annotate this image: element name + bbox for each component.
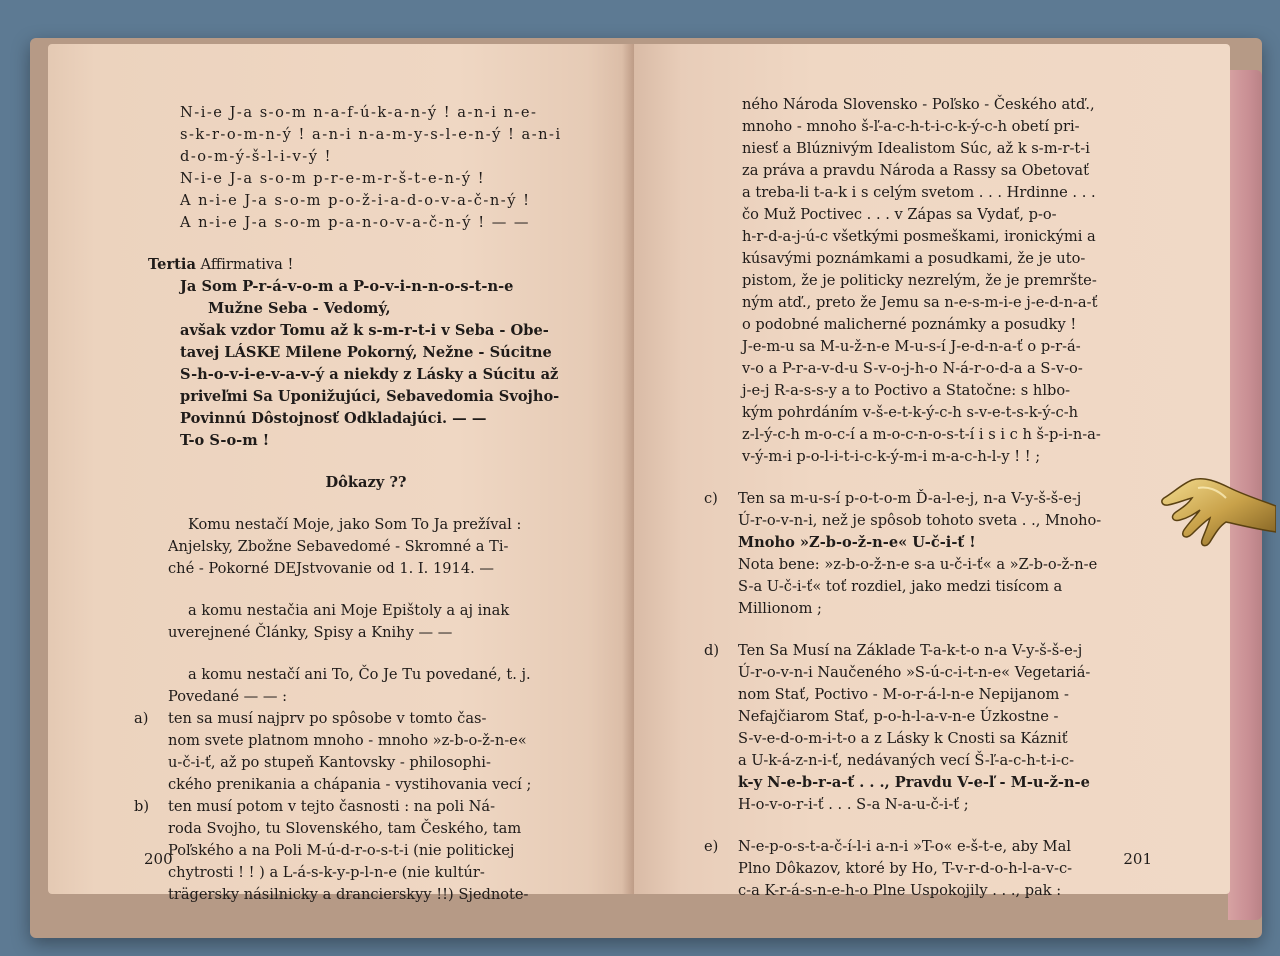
text-line: J-e-m-u sa M-u-ž-n-e M-u-s-í J-e-d-n-a-ť o p-r-á-	[742, 338, 1081, 355]
list-label: c)	[704, 490, 718, 507]
paragraph-2	[168, 600, 564, 644]
list-line: Millionom ;	[738, 600, 822, 617]
text-line: pistom, že je politicky nezrelým, že je premršte-	[742, 272, 1097, 289]
list-item-e	[704, 836, 1130, 902]
list-line: Ú-r-o-v-n-i, než je spôsob tohoto sveta . ., Mnoho-	[738, 512, 1102, 529]
list-line: Plno Dôkazov, ktoré by Ho, T-v-r-d-o-h-l-a-v-c-	[738, 860, 1073, 877]
list-line: Nefajčiarom Stať, p-o-h-l-a-v-n-e Úzkostne -	[738, 708, 1059, 725]
list-line: u-č-i-ť, až po stupeň Kantovsky - philosophi-	[168, 754, 491, 771]
list-line: a U-k-á-z-n-i-ť, nedávaných vecí Š-ľ-a-c-h-t-i-c-	[738, 752, 1075, 769]
text-line: a treba-li t-a-k i s celým svetom . . . Hrdinne . . .	[742, 184, 1096, 201]
intro-line: A n-i-e J-a s-o-m p-a-n-o-v-a-č-n-ý ! — —	[180, 214, 531, 231]
tertia-line: Povinnú Dôstojnosť Odkladajúci. — —	[180, 410, 487, 427]
intro-line: N-i-e J-a s-o-m p-r-e-m-r-š-t-e-n-ý !	[180, 170, 486, 187]
page-number-left: 200	[144, 850, 173, 868]
tertia-line: Mužne Seba - Vedomý,	[208, 300, 391, 317]
text-line: h-r-d-a-j-ú-c všetkými posmeškami, ironickými a	[742, 228, 1096, 245]
paragraph-1	[168, 514, 564, 580]
paragraph-line: Povedané — — :	[168, 688, 287, 705]
intro-line: N-i-e J-a s-o-m n-a-f-ú-k-a-n-ý ! a-n-i n-e-	[180, 104, 538, 121]
page-number-right: 201	[1123, 850, 1152, 868]
paragraph-line: a komu nestačí ani To, Čo Je Tu povedané, t. j.	[188, 666, 531, 683]
list-line: H-o-v-o-r-i-ť . . . S-a N-a-u-č-i-ť ;	[738, 796, 969, 813]
list-label: d)	[704, 642, 720, 659]
list-line: trägersky násilnicky a drancierskyy !!) Sjednote-	[168, 886, 529, 903]
list-line: chytrosti ! ! ) a L-á-s-k-y-p-l-n-e (nie kultúr-	[168, 864, 485, 881]
list-line: k-y N-e-b-r-a-ť . . ., Pravdu V-e-ľ - M-u-ž-n-e	[738, 774, 1090, 791]
text-line: v-ý-m-i p-o-l-i-t-i-c-k-ý-m-i m-a-c-h-l-y ! ! ;	[742, 448, 1041, 465]
paragraph-line: Anjelsky, Zbožne Sebavedomé - Skromné a Ti-	[168, 538, 509, 555]
text-line: niesť a Blúznivým Idealistom Súc, až k s-m-r-t-i	[742, 140, 1090, 157]
list-line: Mnoho »Z-b-o-ž-n-e« U-č-i-ť !	[738, 534, 976, 551]
list-line: S-v-e-d-o-m-i-t-o a z Lásky k Cnosti sa Kázniť	[738, 730, 1068, 747]
list-item-c	[704, 488, 1130, 620]
intro-block	[168, 102, 564, 234]
brass-hand-page-clip-icon	[1158, 468, 1276, 580]
list-label: e)	[704, 838, 719, 855]
text-line: ným atď., preto že Jemu sa n-e-s-m-i-e j-e-d-n-a-ť	[742, 294, 1098, 311]
list-line: Ten sa m-u-s-í p-o-t-o-m Ď-a-l-e-j, n-a V-y-š-š-e-j	[738, 490, 1082, 507]
paragraph-line: Komu nestačí Moje, jako Som To Ja prežíval :	[188, 516, 522, 533]
text-line: kým pohrdáním v-š-e-t-k-ý-c-h s-v-e-t-s-k-ý-c-h	[742, 404, 1079, 421]
list-item-d	[704, 640, 1130, 816]
text-line: v-o a P-r-a-v-d-u S-v-o-j-h-o N-á-r-o-d-a a S-v-o-	[742, 360, 1083, 377]
text-line: z-l-ý-c-h m-o-c-í a m-o-c-n-o-s-t-í i s i c h š-p-i-n-a-	[742, 426, 1101, 443]
text-line: ného Národa Slovensko - Poľsko - Českého atď.,	[742, 96, 1095, 113]
text-line: o podobné malicherné poznámky a posudky !	[742, 316, 1077, 333]
list-label: a)	[134, 710, 149, 727]
paragraph-line: a komu nestačia ani Moje Epištoly a aj inak	[188, 602, 510, 619]
list-label: b)	[134, 798, 150, 815]
tertia-line: avšak vzdor Tomu až k s-m-r-t-i v Seba - Obe-	[180, 322, 549, 339]
text-line: čo Muž Poctivec . . . v Zápas sa Vydať, p-o-	[742, 206, 1057, 223]
list-item-a	[134, 708, 564, 796]
tertia-rest: Affirmativa !	[195, 256, 294, 273]
text-line: j-e-j R-a-s-s-y a to Poctivo a Statočne: s hlbo-	[742, 382, 1071, 399]
text-line: kúsavými poznámkami a posudkami, že je uto-	[742, 250, 1086, 267]
list-line: roda Svojho, tu Slovenského, tam Českého, tam	[168, 820, 522, 837]
tertia-line: priveľmi Sa Uponižujúci, Sebavedomia Svojho-	[180, 388, 560, 405]
tertia-line: T-o S-o-m !	[180, 432, 270, 449]
right-page	[634, 44, 1230, 899]
list-line: Poľského a na Poli M-ú-d-r-o-s-t-i (nie politickej	[168, 842, 515, 859]
list-line: nom Stať, Poctivo - M-o-r-á-l-n-e Nepijanom -	[738, 686, 1069, 703]
list-line: ten sa musí najprv po spôsobe v tomto čas-	[168, 710, 487, 727]
text-line: mnoho - mnoho š-ľ-a-c-h-t-i-c-k-ý-c-h obetí pri-	[742, 118, 1080, 135]
tertia-lead: Tertia	[148, 256, 196, 273]
tertia-heading	[148, 254, 564, 276]
paragraph-line: ché - Pokorné DEJstvovanie od 1. I. 1914. —	[168, 560, 494, 577]
list-line: ckého prenikania a chápania - vystihovania vecí ;	[168, 776, 532, 793]
tertia-line: S-h-o-v-i-e-v-a-v-ý a niekdy z Lásky a Súcitu až	[180, 366, 559, 383]
tertia-line: tavej LÁSKE Milene Pokorný, Nežne - Súcitne	[180, 344, 552, 361]
list-line: Ú-r-o-v-n-i Naučeného »S-ú-c-i-t-n-e« Vegetariá-	[738, 664, 1091, 681]
list-line: Ten Sa Musí na Základe T-a-k-t-o n-a V-y-š-š-e-j	[738, 642, 1083, 659]
list-line: c-a K-r-á-s-n-e-h-o Plne Uspokojily . . ., pak :	[738, 882, 1062, 899]
list-line: Nota bene: »z-b-o-ž-n-e s-a u-č-i-ť« a »Z-b-o-ž-n-e	[738, 556, 1098, 573]
intro-line: d-o-m-ý-š-l-i-v-ý !	[180, 148, 332, 165]
list-line: ten musí potom v tejto časnosti : na poli Ná-	[168, 798, 496, 815]
list-line: N-e-p-o-s-t-a-č-í-l-i a-n-i »T-o« e-š-t-e, aby Mal	[738, 838, 1071, 855]
list-line: nom svete platnom mnoho - mnoho »z-b-o-ž-n-e«	[168, 732, 527, 749]
text-line: za práva a pravdu Národa a Rassy sa Obetovať	[742, 162, 1089, 179]
tertia-block	[168, 276, 564, 452]
dokazy-heading: Dôkazy ??	[325, 474, 407, 491]
right-top-block	[704, 94, 1130, 468]
paragraph-3	[168, 664, 564, 708]
paragraph-line: uverejnené Články, Spisy a Knihy — —	[168, 624, 453, 641]
list-line: S-a U-č-i-ť« toť rozdiel, jako medzi tisícom a	[738, 578, 1063, 595]
left-page	[48, 44, 634, 903]
intro-line: s-k-r-o-m-n-ý ! a-n-i n-a-m-y-s-l-e-n-ý ! a-n-i	[180, 126, 562, 143]
list-item-b	[134, 796, 564, 906]
tertia-line: Ja Som P-r-á-v-o-m a P-o-v-i-n-n-o-s-t-n-e	[180, 278, 514, 295]
intro-line: A n-i-e J-a s-o-m p-o-ž-i-a-d-o-v-a-č-n-ý !	[180, 192, 531, 209]
